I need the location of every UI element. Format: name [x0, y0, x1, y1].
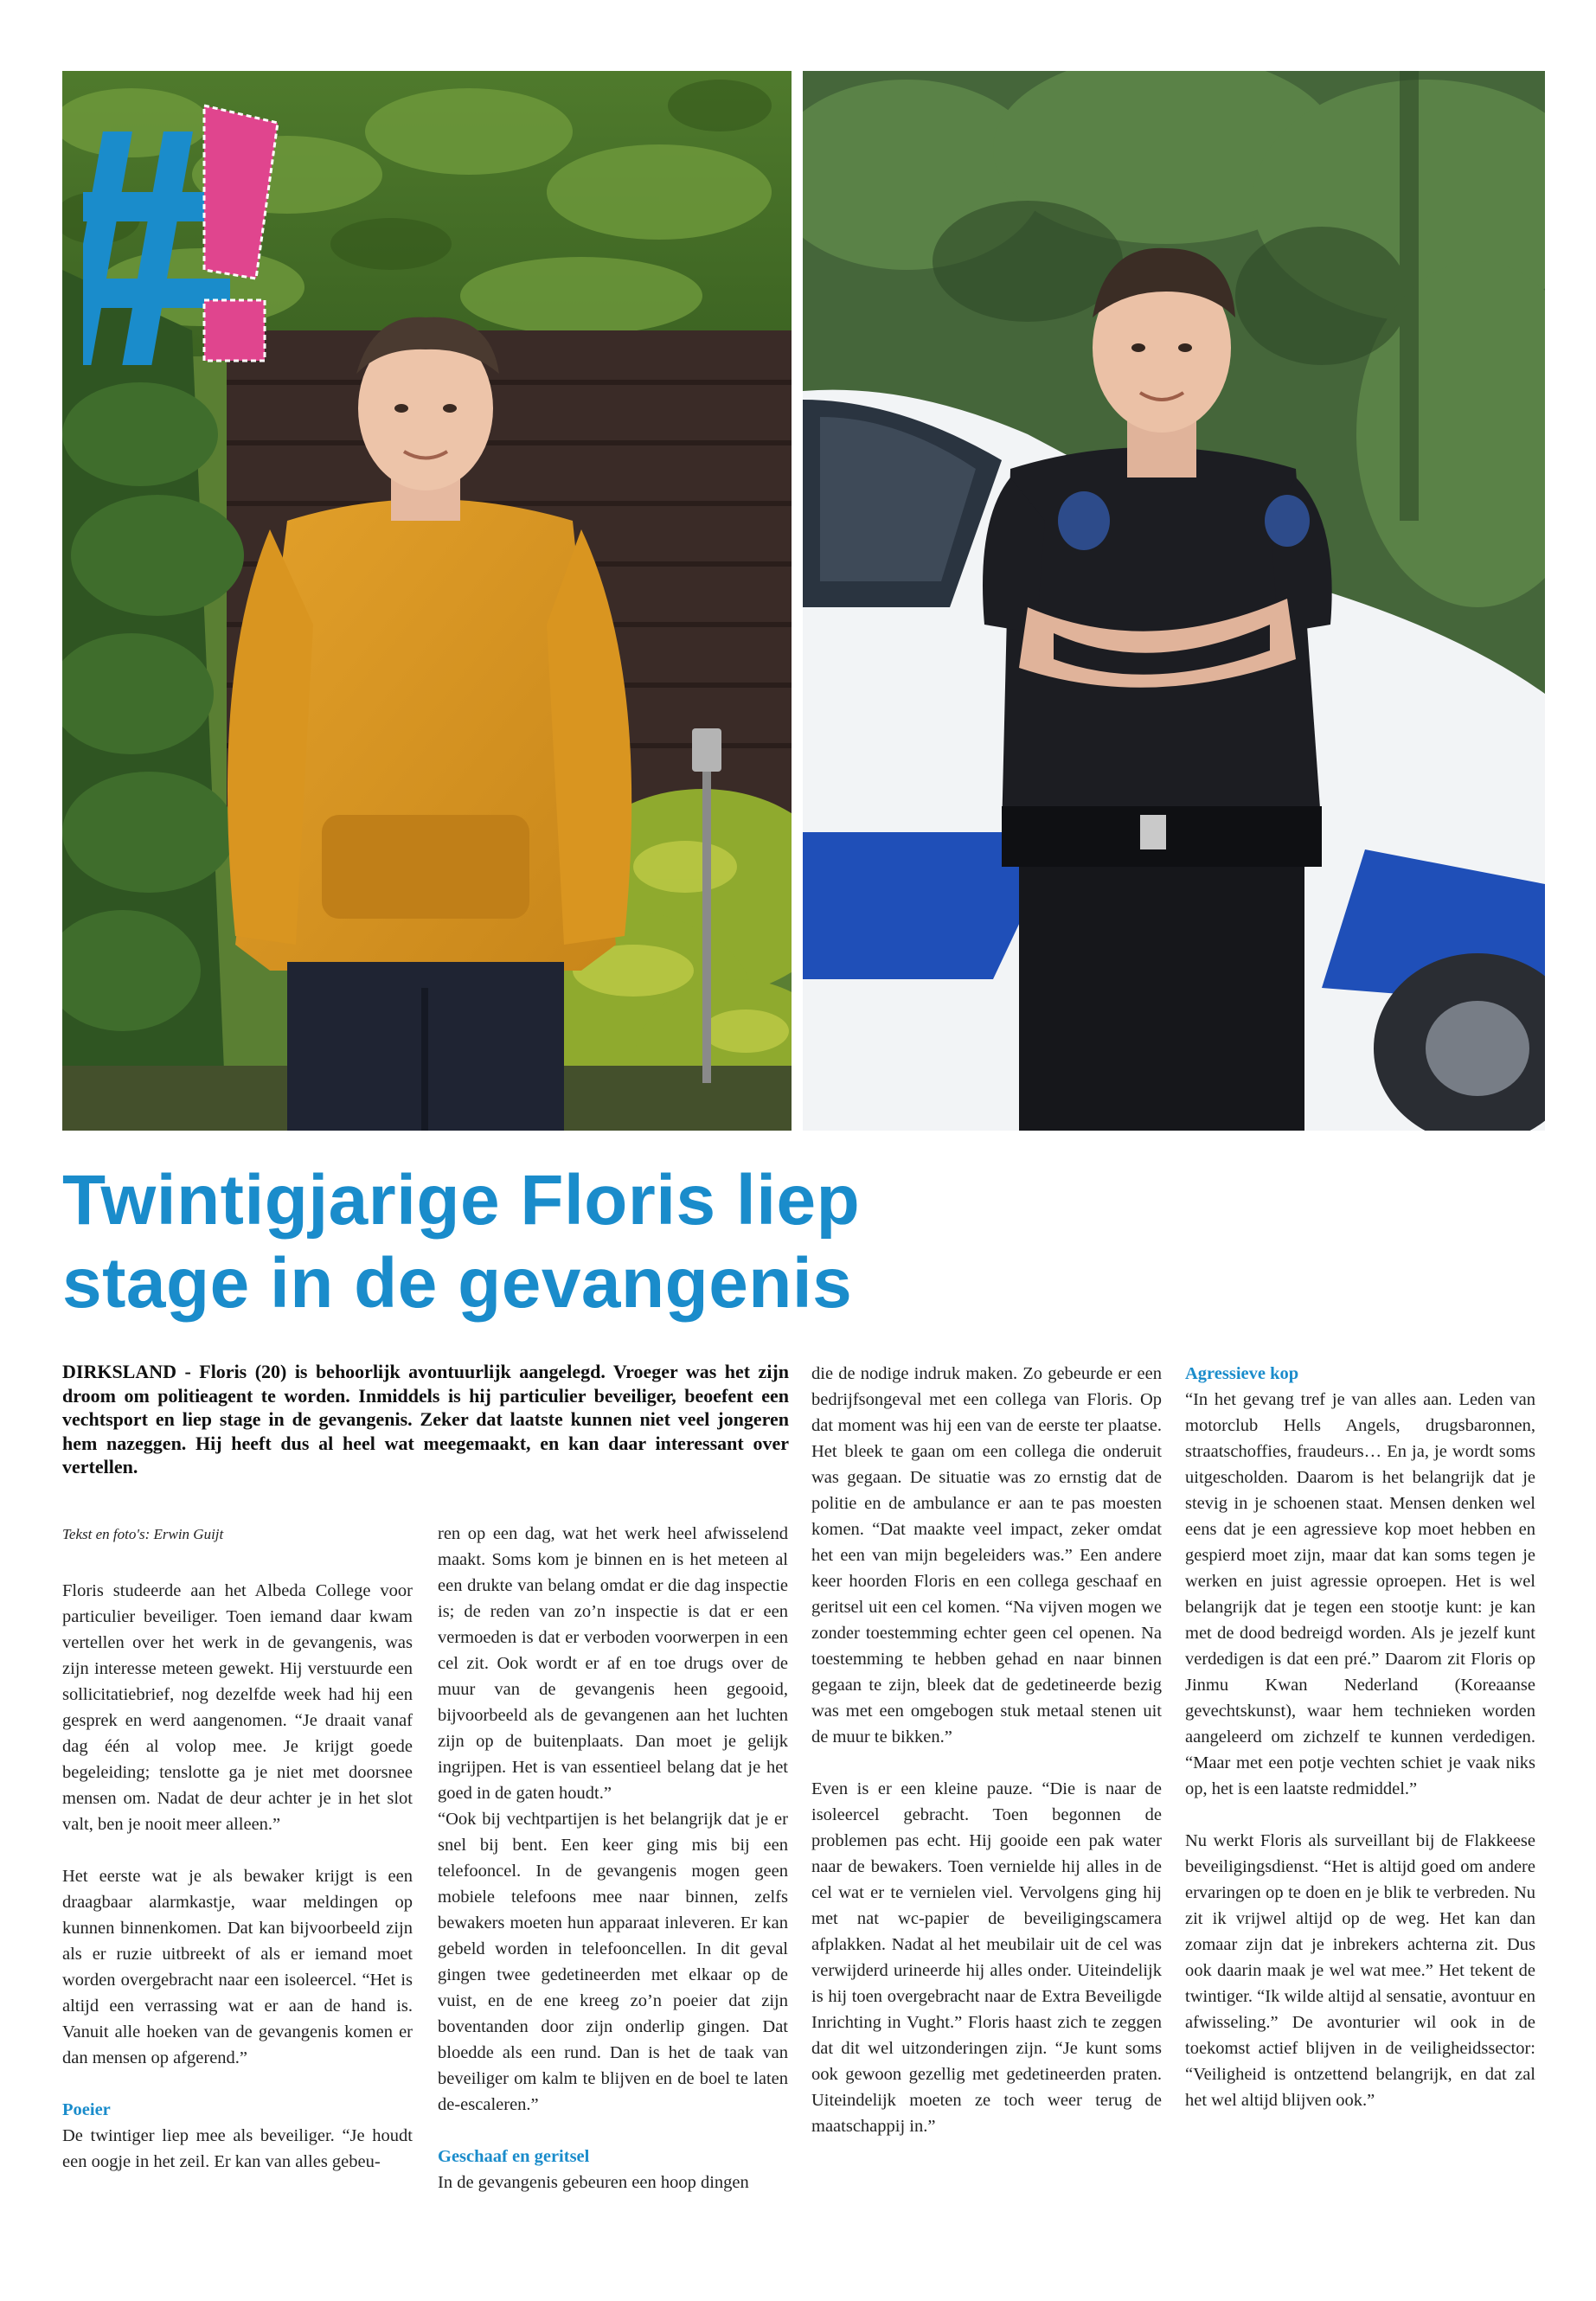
paragraph: Het eerste wat je als bewaker krijgt is een draagbaar alarmkastje, waar meldingen op kunnen binnenkomen. Dat kan bijvoorbeeld zijn als er ruzie uitbreekt of als er iemand moet worden overgebracht naar een isoleercel. “Het is altijd een verrassing wat er aan de hand is. Vanuit alle hoeken van de gevangenis komen er dan mensen op afgerend.”: [62, 1867, 413, 2067]
subheading-poeier: Poeier: [62, 2100, 111, 2119]
paragraph: De twintiger liep mee als beveiliger. “Je houdt een oogje in het zeil. Er kan van alles gebeu-: [62, 2126, 413, 2171]
headline-line-2: stage in de gevangenis: [62, 1244, 853, 1323]
article-intro: DIRKSLAND - Floris (20) is behoorlijk avontuurlijk aangelegd. Vroeger was het zijn droom om politieagent te worden. Inmiddels is hij particulier beveiliger, beoefent een vechtsport en liep stage in de gevangenis. Zeker dat laatste kunnen niet veel jongeren hem nazeggen. Hij heeft dus al heel wat meegemaakt, en kan daar interessant over vertellen.: [62, 1361, 789, 1477]
column-3: [811, 1361, 1162, 2139]
column-1: [62, 1524, 413, 2175]
photo-right-illustration: [803, 71, 1545, 1131]
paragraph: “Ook bij vechtpartijen is het belangrijk dat je er snel bij bent. Een keer ging mis bij een telefooncel. In de gevangenis mogen geen mobiele telefoons mee naar binnen, zelfs bewakers moeten hun apparaat inleveren. Er kan gebeld worden in telefooncellen. In dit geval gingen twee gedetineerden met elkaar op de vuist, en de ene kreeg zo’n poeier dat zijn boventanden door zijn onderlip gingen. Dat bloedde als een rund. Dan is het de taak van beveiliger om kalm te blijven en de boel te laten de-escaleren.”: [438, 1810, 788, 2114]
article-headline: [62, 1159, 1360, 1325]
paragraph: ren op een dag, wat het werk heel afwisselend maakt. Soms kom je binnen en is het meteen al een drukte van belang omdat er die dag inspectie is; de reden van zo’n inspectie is dat er een vermoeden is dat er verboden voorwerpen in een cel zit. Ook wordt er af en toe drugs over de muur van de gevangenis heen gegooid, bijvoorbeeld als de gevangenen aan het luchten zijn op de buitenplaats. Dan moet je gelijk ingrijpen. Het is van essentieel belang dat je het goed in de gaten houdt.”: [438, 1524, 788, 1803]
photo-floris-uniform-car: [803, 71, 1545, 1131]
subheading-geschaaf: Geschaaf en geritsel: [438, 2147, 590, 2166]
paragraph: Floris studeerde aan het Albeda College voor particulier beveiliger. Toen iemand daar kwam vertellen over het werk in de gevangenis, was zijn interesse meteen gewekt. Hij verstuurde een sollicitatiebrief, nog dezelfde week had hij een gesprek en werd aangenomen. “Je draait vanaf dag één al volop mee. Je krijgt goede begeleiding; tenslotte ga je niet met doorsnee mensen om. Nadat de deur achter je in het slot valt, ben je nooit meer alleen.”: [62, 1581, 413, 1834]
subheading-agressieve-kop: Agressieve kop: [1185, 1364, 1299, 1383]
paragraph: “In het gevang tref je van alles aan. Leden van motorclub Hells Angels, drugsbaronnen, straatschoffies, fraudeurs… En ja, je wordt soms uitgescholden. Daarom is het belangrijk dat je stevig in je schoenen staat. Mensen denken wel eens dat je een agressieve kop moet hebben en gespierd moet zijn, maar dat kan soms tegen je werken en juist agressie oproepen. Het is wel belangrijk dat je tegen een stootje kunt: je kan met de dood bedreigd worden. Als je jezelf kunt verdedigen is dat een pré.” Daarom zit Floris op Jinmu Kwan Nederland (Koreaanse gevechtskunst), waar hem technieken worden aangeleerd om zichzelf te kunnen verdedigen. “Maar met een potje vechten schiet je vaak niks op, het is een laatste redmiddel.”: [1185, 1390, 1535, 1798]
column-2: [438, 1521, 788, 2195]
photo-credit: Tekst en foto's: Erwin Guijt: [62, 1526, 224, 1542]
hashtag-exclamation-logo: [83, 97, 291, 382]
paragraph: In de gevangenis gebeuren een hoop dingen: [438, 2173, 749, 2192]
paragraph: Even is er een kleine pauze. “Die is naar de isoleercel gebracht. Toen begonnen de problemen pas echt. Hij gooide een pak water naar de bewakers. Toen vernielde hij alles in de cel wat er te vernielen viel. Vervolgens ging hij met nat wc-papier de beveiligingscamera afplakken. Nadat al het meubilair uit de cel was verwijderd urineerde hij alles onder. Uiteindelijk is hij toen overgebracht naar de Extra Beveiligde Inrichting in Vught.” Floris haast zich te zeggen dat dit wel uitzonderingen zijn. “Je kunt soms ook gewoon gezellig met gedetineerden praten. Uiteindelijk moeten ze toch weer terug de maatschappij in.”: [811, 1779, 1162, 2136]
paragraph: die de nodige indruk maken. Zo gebeurde er een bedrijfsongeval met een collega van Floris. Op dat moment was hij een van de eerste ter plaatse. Het bleek te gaan om een collega die onderuit was gegaan. De situatie was zo ernstig dat de politie en de ambulance er aan te pas moesten komen. “Dat maakte veel impact, zeker omdat het een van mijn begeleiders was.” Een andere keer hoorden Floris en een collega geschaaf en geritsel uit een cel komen. “Na vijven mogen we zonder toestemming echter geen cel openen. Na toestemming te hebben gehad en naar binnen gegaan te zijn, bleek dat de gedetineerde bezig was met een omgebogen stuk metaal stenen uit de muur te bikken.”: [811, 1364, 1162, 1747]
headline-line-1: Twintigjarige Floris liep: [62, 1161, 861, 1240]
paragraph: Nu werkt Floris als surveillant bij de Flakkeese beveiligingsdienst. “Het is altijd goed om andere ervaringen op te doen en je blik te verbreden. Nu zit ik vrijwel altijd op de weg. Het kan dan zomaar zijn dat je inbrekers achterna zit. Dus ook daarin maak je wel wat mee.” Het tekent de twintiger. “Ik wilde altijd al sensatie, avontuur en afwisseling.” De avonturier wil ook in de toekomst actief blijven in de veiligheidssector: “Veiligheid is ontzettend belangrijk, en dat zal het wel altijd blijven ook.”: [1185, 1831, 1535, 2110]
column-4: [1185, 1361, 1535, 2113]
